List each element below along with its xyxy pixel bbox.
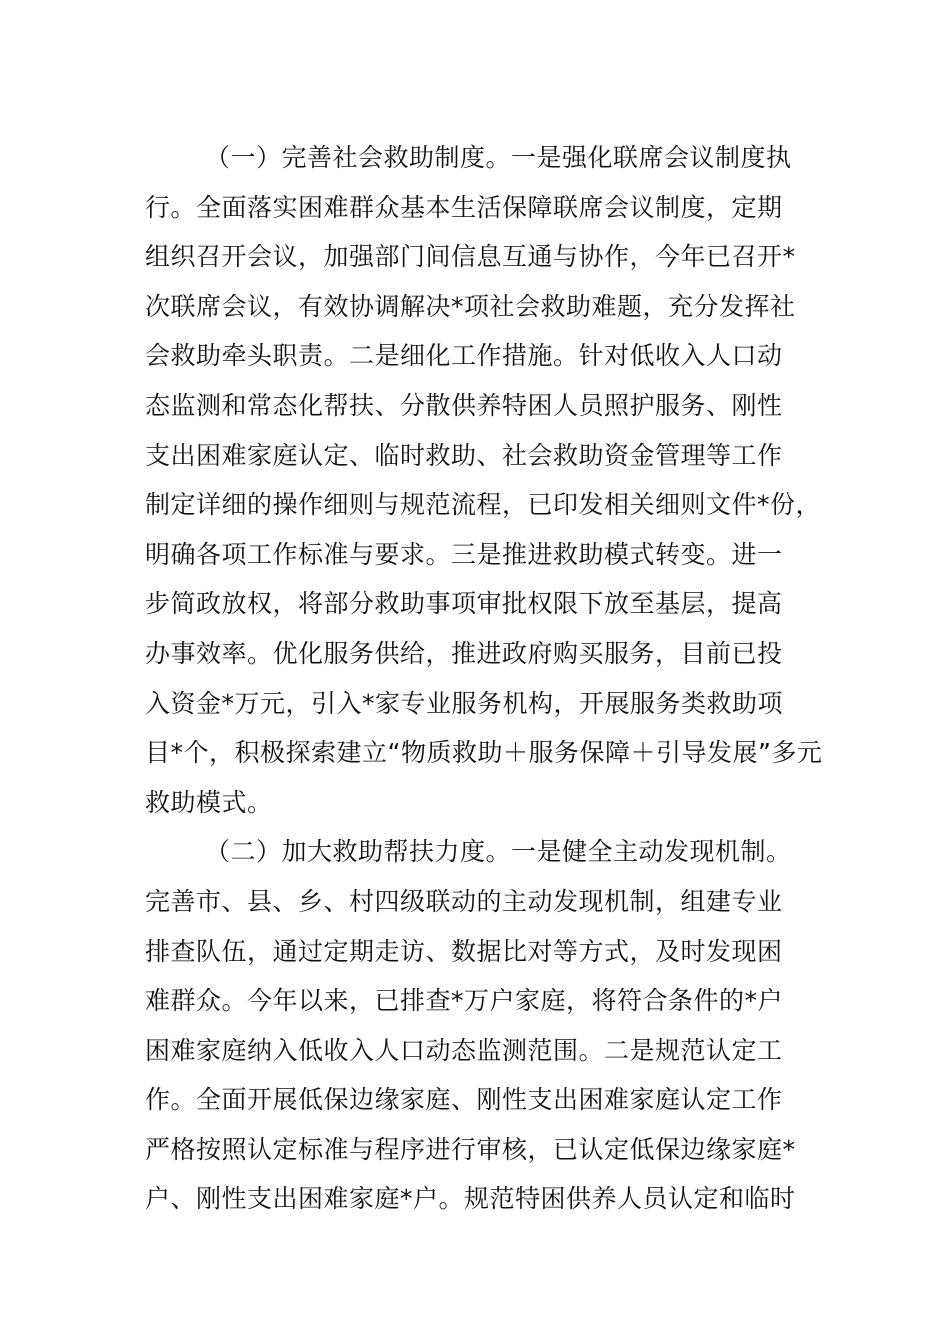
text-line: 态监测和常态化帮扶、分散供养特困人员照护服务、刚性 — [145, 390, 783, 420]
text-line: 明确各项工作标准与要求。三是推进救助模式转变。进一 — [145, 539, 783, 569]
text-line: 步简政放权，将部分救助事项审批权限下放至基层，提高 — [145, 589, 783, 619]
text-line: 制定详细的操作细则与规范流程，已印发相关细则文件*份， — [145, 490, 822, 520]
text-line: 次联席会议，有效协调解决*项社会救助难题，充分发挥社 — [145, 291, 796, 321]
text-line: 难群众。今年以来，已排查*万户家庭，将符合条件的*户 — [145, 986, 784, 1016]
text-line: 困难家庭纳入低收入人口动态监测范围。二是规范认定工 — [145, 1035, 783, 1065]
document-body — [145, 133, 823, 1224]
text-line: 行。全面落实困难群众基本生活保障联席会议制度，定期 — [145, 192, 783, 222]
text-line: （一）完善社会救助制度。一是强化联席会议制度执 — [205, 143, 792, 172]
text-line: 目*个，积极探索建立“物质救助＋服务保障＋引导发展”多元 — [145, 738, 823, 768]
text-line: （二）加大救助帮扶力度。一是健全主动发现机制。 — [205, 837, 792, 867]
text-line: 作。全面开展低保边缘家庭、刚性支出困难家庭认定工作 — [145, 1085, 783, 1115]
text-line: 户、刚性支出困难家庭*户。规范特困供养人员认定和临时 — [145, 1184, 796, 1214]
paragraph-1 — [145, 133, 823, 827]
text-line: 组织召开会议，加强部门间信息互通与协作，今年已召开* — [145, 242, 796, 272]
text-line: 办事效率。优化服务供给，推进政府购买服务，目前已投 — [145, 638, 783, 668]
text-line: 救助模式。 — [145, 787, 273, 817]
text-line: 支出困难家庭认定、临时救助、社会救助资金管理等工作 — [145, 440, 783, 470]
text-line: 完善市、县、乡、村四级联动的主动发现机制，组建专业 — [145, 886, 783, 916]
text-line: 排查队伍，通过定期走访、数据比对等方式，及时发现困 — [145, 936, 783, 966]
paragraph-2 — [145, 827, 817, 1224]
text-line: 入资金*万元，引入*家专业服务机构，开展服务类救助项 — [145, 688, 784, 718]
text-line: 会救助牵头职责。二是细化工作措施。针对低收入人口动 — [145, 341, 783, 371]
text-line: 严格按照认定标准与程序进行审核，已认定低保边缘家庭* — [145, 1134, 796, 1164]
